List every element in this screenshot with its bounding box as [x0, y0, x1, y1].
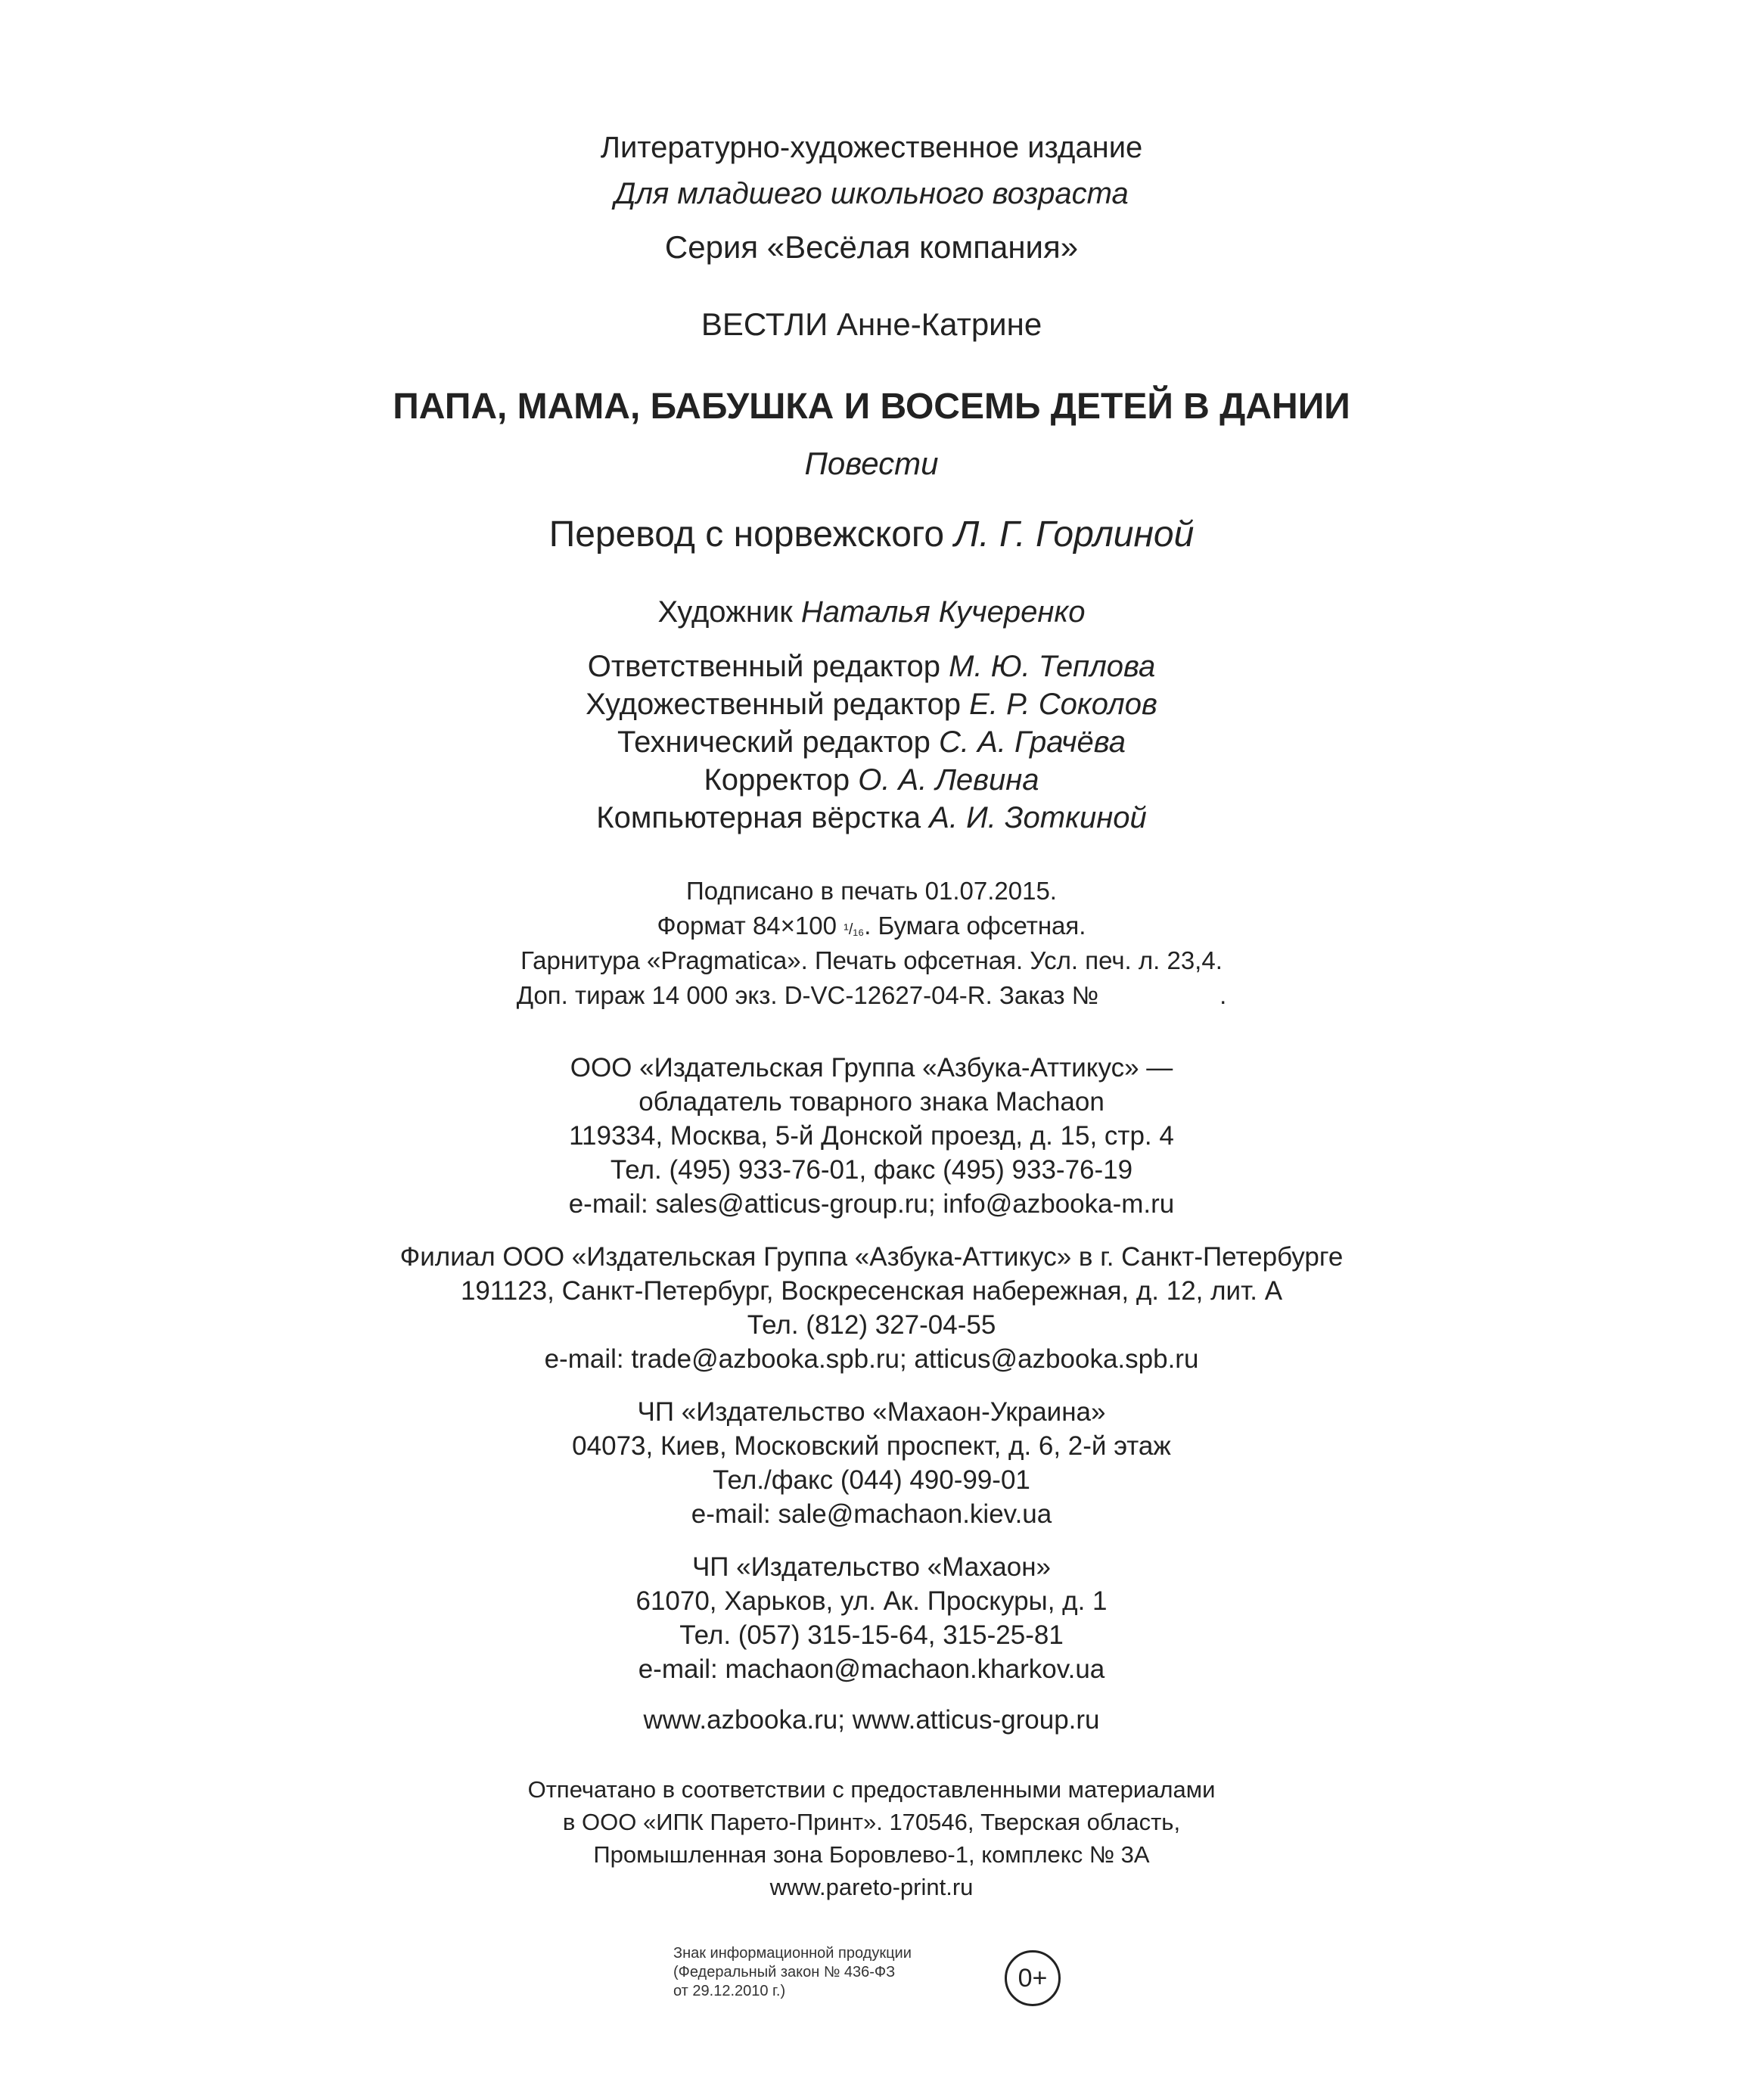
run-end: .	[1219, 981, 1227, 1009]
series: Серия «Весёлая компания»	[664, 229, 1079, 265]
publisher-spb-line: Тел. (812) 327-04-55	[747, 1310, 996, 1340]
publisher-spb-line: Филиал ООО «Издательская Группа «Азбука-Аттикус» в г. Санкт-Петербурге	[399, 1242, 1344, 1272]
publisher-moscow-line: обладатель товарного знака Machaon	[638, 1087, 1105, 1117]
publisher-kiev-line: 04073, Киев, Московский проспект, д. 6, 2-й этаж	[572, 1431, 1171, 1461]
typeface-line: Гарнитура «Pragmatica». Печать офсетная. Усл. печ. л. 23,4.	[520, 946, 1223, 974]
publisher-moscow-email: e-mail: sales@atticus-group.ru; info@azbooka-m.ru	[568, 1189, 1175, 1219]
publisher-spb-email: e-mail: trade@azbooka.spb.ru; atticus@azbooka.spb.ru	[544, 1344, 1199, 1374]
author: ВЕСТЛИ Анне-Катрине	[701, 306, 1042, 342]
publisher-moscow-line: 119334, Москва, 5-й Донской проезд, д. 15, стр. 4	[569, 1121, 1174, 1151]
credit-role: Художественный редактор	[586, 688, 962, 721]
publisher-kharkov-line: ЧП «Издательство «Махаон»	[691, 1552, 1052, 1582]
credit-role: Компьютерная вёрстка	[596, 801, 921, 834]
format-fraction: ¹/₁₆	[844, 921, 865, 938]
credit-name: М. Ю. Теплова	[949, 650, 1156, 683]
edition-type: Литературно-художественное издание	[600, 131, 1143, 164]
printer-line: Промышленная зона Боровлево-1, комплекс № 3А	[593, 1841, 1150, 1868]
printer-line: в ООО «ИПК Парето-Принт». 170546, Тверская область,	[562, 1809, 1181, 1835]
credit-name: О. А. Левина	[858, 763, 1039, 797]
book-title: ПАПА, МАМА, БАБУШКА И ВОСЕМЬ ДЕТЕЙ В ДАНИИ	[393, 387, 1350, 427]
credit-line	[0, 803, 1743, 833]
publisher-kharkov-line: 61070, Харьков, ул. Ак. Проскуры, д. 1	[635, 1586, 1108, 1616]
printer-line: Отпечатано в соответствии с предоставленными материалами	[527, 1776, 1216, 1803]
artist-name: Наталья Кучеренко	[800, 595, 1086, 629]
run-line	[0, 983, 1743, 1008]
printer-website: www.pareto-print.ru	[769, 1874, 974, 1900]
credit-name: С. А. Грачёва	[938, 725, 1126, 759]
credit-role: Ответственный редактор	[587, 650, 941, 683]
credit-line	[0, 651, 1743, 682]
credit-role: Технический редактор	[617, 725, 931, 759]
age-group: Для младшего школьного возраста	[614, 177, 1129, 210]
publisher-moscow-line: Тел. (495) 933-76-01, факс (495) 933-76-19	[610, 1155, 1133, 1185]
age-rating-notice-line: (Федеральный закон № 436-ФЗ	[673, 1964, 896, 1980]
genre: Повести	[804, 446, 939, 481]
age-rating-notice-line: Знак информационной продукции	[673, 1945, 912, 1962]
publisher-kharkov-line: Тел. (057) 315-15-64, 315-25-81	[679, 1620, 1064, 1650]
run-text: Доп. тираж 14 000 экз. D-VC-12627-04-R. Заказ №	[516, 981, 1099, 1009]
websites: www.azbooka.ru; www.atticus-group.ru	[643, 1705, 1100, 1735]
translator: Л. Г. Горлиной	[954, 514, 1195, 555]
credit-line	[0, 765, 1743, 795]
publisher-kiev-line: ЧП «Издательство «Махаон-Украина»	[637, 1397, 1106, 1427]
age-rating-notice-line: от 29.12.2010 г.)	[673, 1983, 786, 1999]
credit-name: Е. Р. Соколов	[969, 688, 1157, 721]
publisher-kiev-line: Тел./факс (044) 490-99-01	[713, 1465, 1030, 1495]
age-rating-notice	[673, 1944, 912, 2001]
format-suffix: . Бумага офсетная.	[864, 912, 1086, 940]
publisher-spb-line: 191123, Санкт-Петербург, Воскресенская набережная, д. 12, лит. А	[460, 1276, 1283, 1306]
artist-label: Художник	[657, 595, 793, 629]
age-rating-badge: 0+	[1005, 1950, 1061, 2006]
credit-role: Корректор	[704, 763, 850, 797]
publisher-kharkov-email: e-mail: machaon@machaon.kharkov.ua	[638, 1654, 1105, 1684]
format-prefix: Формат 84×100	[657, 912, 837, 940]
credit-name: А. И. Зоткиной	[929, 801, 1147, 834]
credit-line	[0, 689, 1743, 719]
format-line	[0, 913, 1743, 938]
age-rating-block	[673, 1944, 1082, 2035]
publisher-moscow-line: ООО «Издательская Группа «Азбука-Аттикус» —	[570, 1053, 1173, 1083]
translation-line	[0, 514, 1743, 555]
credit-line	[0, 727, 1743, 757]
translation-label: Перевод с норвежского	[548, 514, 945, 555]
artist-line	[0, 597, 1743, 627]
publisher-kiev-email: e-mail: sale@machaon.kiev.ua	[691, 1499, 1052, 1529]
signed-date: Подписано в печать 01.07.2015.	[686, 877, 1057, 905]
